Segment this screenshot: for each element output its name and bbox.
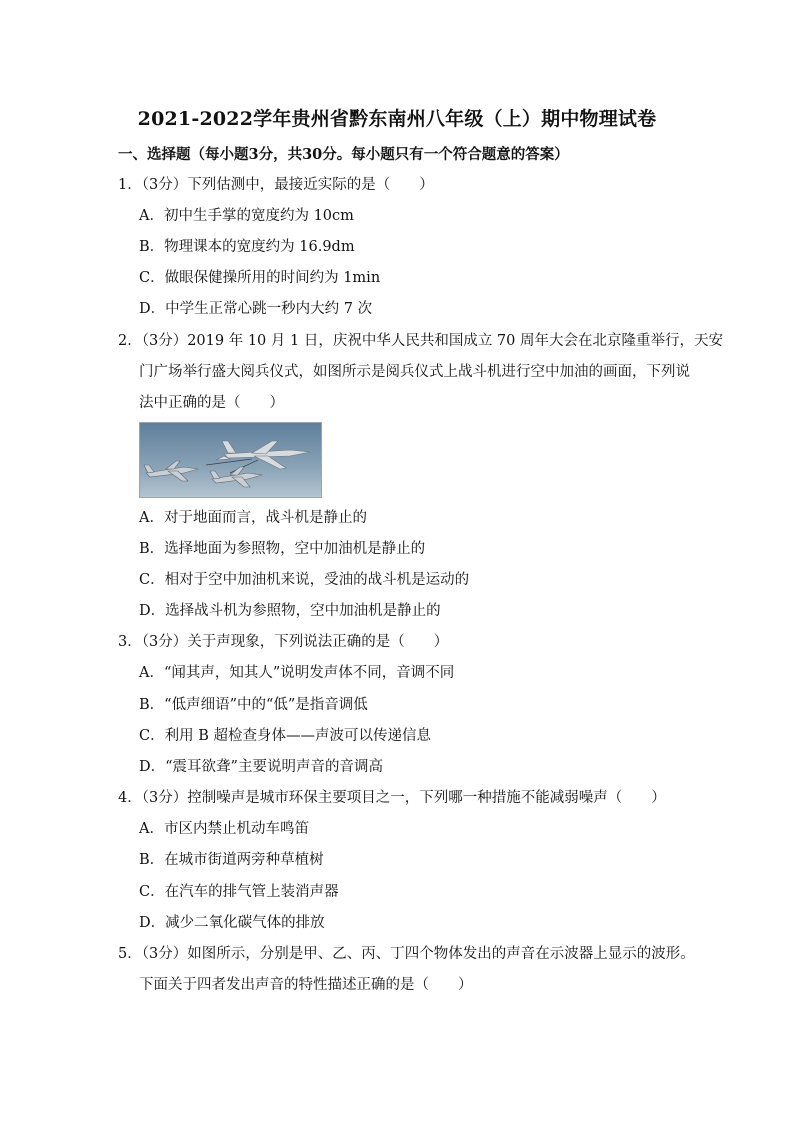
question-2-option-a: A．对于地面而言，战斗机是静止的 bbox=[139, 510, 367, 526]
question-2-option-d: D．选择战斗机为参照物，空中加油机是静止的 bbox=[139, 603, 441, 619]
aerial-refueling-photo bbox=[139, 422, 322, 498]
section-heading: 一、选择题（每小题3分，共30分。每小题只有一个符合题意的答案） bbox=[118, 146, 569, 163]
question-1-stem: 1．（3分）下列估测中，最接近实际的是（ ） bbox=[118, 177, 434, 193]
question-5-stem-line-1: 5．（3分）如图所示，分别是甲、乙、丙、丁四个物体发出的声音在示波器上显示的波形。 bbox=[118, 946, 695, 962]
question-4-option-b: B．在城市街道两旁种草植树 bbox=[139, 852, 324, 868]
question-3-option-b: B．“低声细语”中的“低”是指音调低 bbox=[139, 697, 368, 713]
question-3-option-a: A．“闻其声，知其人”说明发声体不同，音调不同 bbox=[139, 665, 455, 681]
question-2-stem-line-2: 门广场举行盛大阅兵仪式，如图所示是阅兵仪式上战斗机进行空中加油的画面，下列说 bbox=[139, 364, 690, 380]
question-4-option-c: C．在汽车的排气管上装消声器 bbox=[139, 884, 339, 900]
aerial-refueling-illustration bbox=[140, 423, 321, 497]
question-5-stem-line-2: 下面关于四者发出声音的特性描述正确的是（ ） bbox=[139, 977, 473, 993]
question-4-stem: 4．（3分）控制噪声是城市环保主要项目之一，下列哪一种措施不能减弱噪声（ ） bbox=[118, 790, 666, 806]
question-1-option-c: C．做眼保健操所用的时间约为 1min bbox=[139, 270, 381, 286]
question-2-option-b: B．选择地面为参照物，空中加油机是静止的 bbox=[139, 541, 426, 557]
question-4-option-a: A．市区内禁止机动车鸣笛 bbox=[139, 821, 309, 837]
question-1-option-d: D．中学生正常心跳一秒内大约 7 次 bbox=[139, 301, 373, 317]
question-3-option-d: D．“震耳欲聋”主要说明声音的音调高 bbox=[139, 759, 383, 775]
page-title: 2021-2022学年贵州省黔东南州八年级（上）期中物理试卷 bbox=[137, 108, 657, 130]
question-2-option-c: C．相对于空中加油机来说，受油的战斗机是运动的 bbox=[139, 572, 470, 588]
question-3-stem: 3．（3分）关于声现象，下列说法正确的是（ ） bbox=[118, 634, 449, 650]
question-1-option-b: B．物理课本的宽度约为 16.9dm bbox=[139, 239, 355, 255]
question-1-option-a: A．初中生手掌的宽度约为 10cm bbox=[139, 208, 354, 224]
question-4-option-d: D．减少二氧化碳气体的排放 bbox=[139, 915, 325, 931]
question-2-stem-line-1: 2．（3分）2019 年 10 月 1 日，庆祝中华人民共和国成立 70 周年大会在北京隆重举行，天安 bbox=[118, 333, 723, 349]
question-3-option-c: C．利用 B 超检查身体——声波可以传递信息 bbox=[139, 728, 431, 744]
question-2-stem-line-3: 法中正确的是（ ） bbox=[139, 395, 284, 411]
